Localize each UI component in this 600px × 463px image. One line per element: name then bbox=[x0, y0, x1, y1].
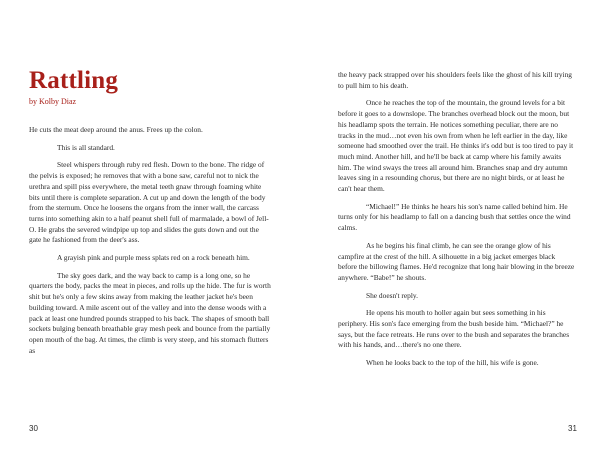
paragraph: Steel whispers through ruby red flesh. Down to the bone. The ridge of the pelvis is exposed; he removes that with a bone saw, careful not to nick the urethra and spill piss everywhere, the metal teeth gnaw through foaming white bits until there is complete separation. A cut up and down the length of the body from the sternum. Once he loosens the organs from the inner wall, the carcass turns into something akin to a half peanut shell full of marmalade, a bowl of Jell-O. He grabs the severed windpipe up top and slides the guts down and out the gate he fashioned from the deer's ass. bbox=[29, 160, 269, 245]
page-number: 30 bbox=[29, 424, 38, 433]
right-page-body bbox=[338, 70, 575, 376]
paragraph: “Michael!” He thinks he hears his son's name called behind him. He turns only for his headlamp to fall on a dancing bush that settles once the wind calms. bbox=[338, 201, 571, 233]
paragraph: This is all standard. bbox=[57, 142, 115, 152]
paragraph: He opens his mouth to holler again but sees something in his periphery. His son's face emerging from the bush beside him. “Michael?” he says, but the face retreats. He runs over to the bush and separates the branches with his hands, and…there's no one there. bbox=[338, 308, 570, 350]
right-page bbox=[300, 0, 600, 463]
story-title: Rattling bbox=[29, 67, 119, 94]
paragraph: the heavy pack strapped over his shoulders feels like the ghost of his kill trying to pull him to his death. bbox=[338, 70, 572, 90]
story-byline: by Kolby Diaz bbox=[29, 97, 77, 106]
paragraph: As he begins his final climb, he can see the orange glow of his campfire at the crest of the hill. A silhouette in a big jacket emerges black before the billowing flames. He'd recognize that long hair blowing in the breeze anywhere. “Babe!” he shouts. bbox=[338, 240, 575, 282]
paragraph: Once he reaches the top of the mountain, the ground levels for a bit before it goes to a downslope. The branches overhead block out the moon, but his headlamp spots the terrain. He notices something peculiar, there are no tracks in the mud…not even his own from when he left earlier in the day, like someone had smoothed over the trail. He thinks it's odd but is too tired to pay it much mind. Another hill, and he'll be back at camp where his family awaits him. The wind sways the trees all around him. Branches snap and dry autumn leaves sing in a resounding chorus, but there are no night birds, or at least he can't hear them. bbox=[338, 98, 574, 194]
paragraph: When he looks back to the top of the hill, his wife is gone. bbox=[366, 358, 539, 368]
paragraph: She doesn't reply. bbox=[366, 290, 418, 300]
paragraph: The sky goes dark, and the way back to camp is a long one, so he quarters the body, packs the meat in pieces, and rolls up the hide. The fur is worth shit but he's only a few skins away from making the leather jacket he's been building toward. A mile ascent out of the valley and into the dense woods with a pack at least one hundred pounds strapped to his back. The shapes of smooth ball sockets bulging beneath breathable gray mesh peek and bounce from the partially open mouth of the bag. At times, the climb is very steep, and his stomach flutters as bbox=[29, 270, 271, 355]
paragraph: He cuts the meat deep around the anus. Frees up the colon. bbox=[29, 125, 203, 134]
paragraph: A grayish pink and purple mess splats red on a rock beneath him. bbox=[57, 253, 250, 263]
page-number: 31 bbox=[568, 424, 577, 433]
left-page-body bbox=[29, 125, 272, 363]
